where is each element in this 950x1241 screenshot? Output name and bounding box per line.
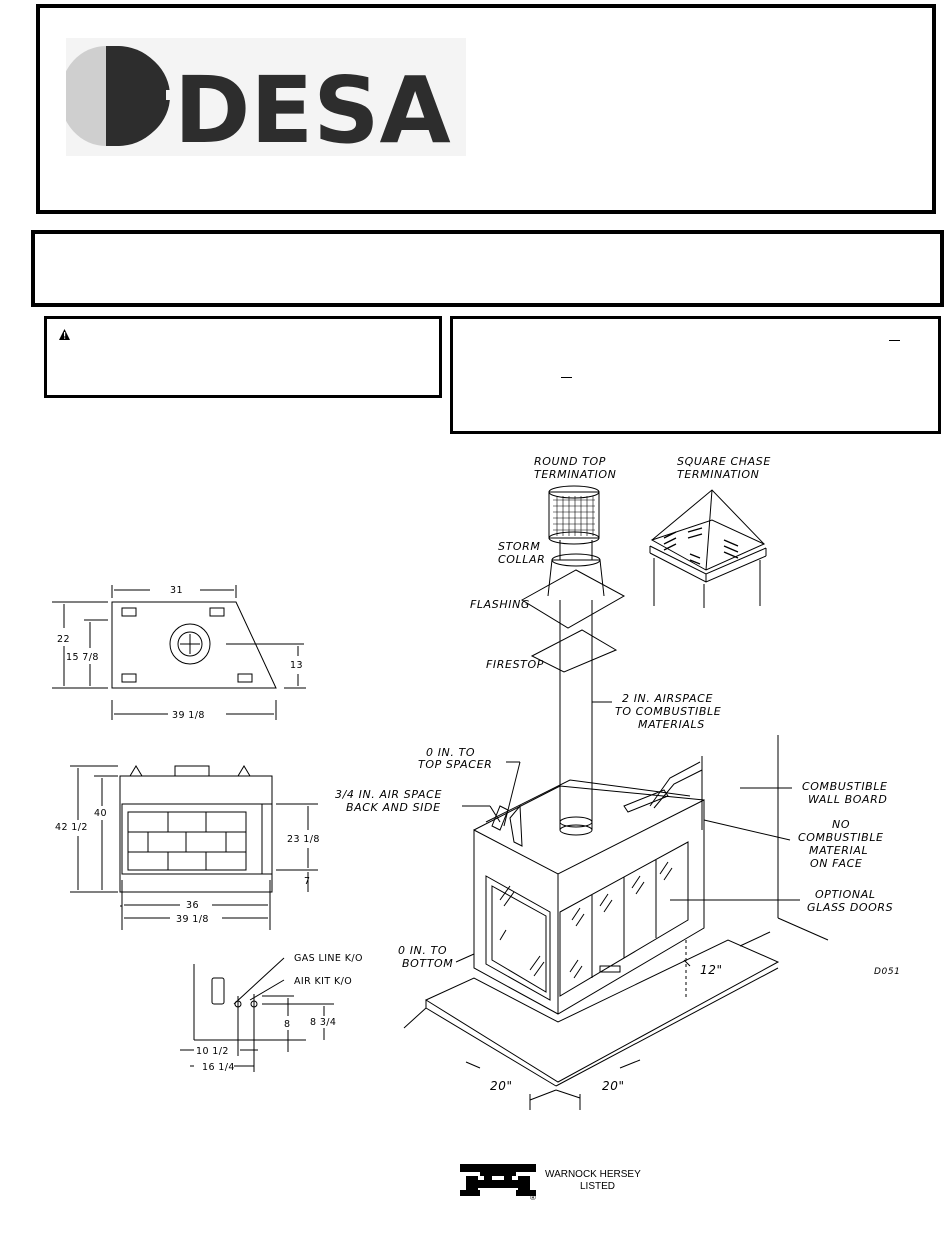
label-storm-collar-2: COLLAR [498,553,546,566]
label-flashing: FLASHING [470,598,531,611]
registered-mark: ® [530,1193,536,1202]
dim-side-air-x: 16 1/4 [202,1062,235,1073]
label-back-side-2: BACK AND SIDE [346,801,441,814]
label-glass-doors: OPTIONAL [815,888,876,901]
label-hearth-side: 12" [700,963,723,977]
label-no-combustible: NO [832,818,851,831]
label-storm-collar: STORM [498,540,541,553]
warnock-hersey-logo [460,1164,641,1202]
dim-front-opening-height: 23 1/8 [287,834,320,845]
label-wall-board: COMBUSTIBLE [802,780,888,793]
cert-line-2: LISTED [580,1181,616,1192]
fireplace-isometric [404,486,828,1110]
label-square-chase: SQUARE CHASE [677,455,771,468]
dim-top-width: 31 [170,585,183,596]
label-round-top: ROUND TOP [534,455,606,468]
label-airspace-2: TO COMBUSTIBLE [615,705,722,718]
label-airspace: 2 IN. AIRSPACE [622,692,713,705]
dim-top-offset: 13 [290,660,303,671]
label-hearth-left: 20" [490,1079,513,1093]
label-top-spacer-2: TOP SPACER [418,758,493,771]
label-hearth-right: 20" [602,1079,625,1093]
dim-front-height-overall: 42 1/2 [55,822,88,833]
label-bottom-2: BOTTOM [402,957,454,970]
label-airspace-3: MATERIALS [638,718,705,731]
label-square-chase-2: TERMINATION [677,468,760,481]
label-back-side: 3/4 IN. AIR SPACE [335,788,442,801]
label-glass-doors-2: GLASS DOORS [807,901,894,914]
label-no-combustible-4: ON FACE [810,857,863,870]
dim-front-overall-width: 39 1/8 [176,914,209,925]
dim-top-overall: 39 1/8 [172,710,205,721]
dim-front-opening-width: 36 [186,900,199,911]
label-round-top-2: TERMINATION [534,468,617,481]
label-bottom: 0 IN. TO [398,944,448,957]
logo-text: DESA [174,57,451,164]
diagram-labels [55,455,901,1093]
label-no-combustible-3: MATERIAL [809,844,869,857]
label-gas-line: GAS LINE K/O [294,953,363,964]
dim-side-gas-x: 10 1/2 [196,1046,229,1057]
label-firestop: FIRESTOP [486,658,544,671]
dim-side-air-height: 8 3/4 [310,1017,337,1028]
cert-line-1: WARNOCK HERSEY [545,1169,641,1180]
label-no-combustible-2: COMBUSTIBLE [798,831,884,844]
dim-front-height: 40 [94,808,107,819]
label-air-kit: AIR KIT K/O [294,976,353,987]
dim-top-depth-inner: 15 7/8 [66,652,99,663]
label-wall-board-2: WALL BOARD [808,793,888,806]
dim-side-gas-height: 8 [284,1019,291,1030]
label-top-spacer: 0 IN. TO [426,746,476,759]
drawing-number: D051 [874,967,901,977]
dim-front-hearth: 7 [304,876,311,887]
dim-top-depth: 22 [57,634,70,645]
